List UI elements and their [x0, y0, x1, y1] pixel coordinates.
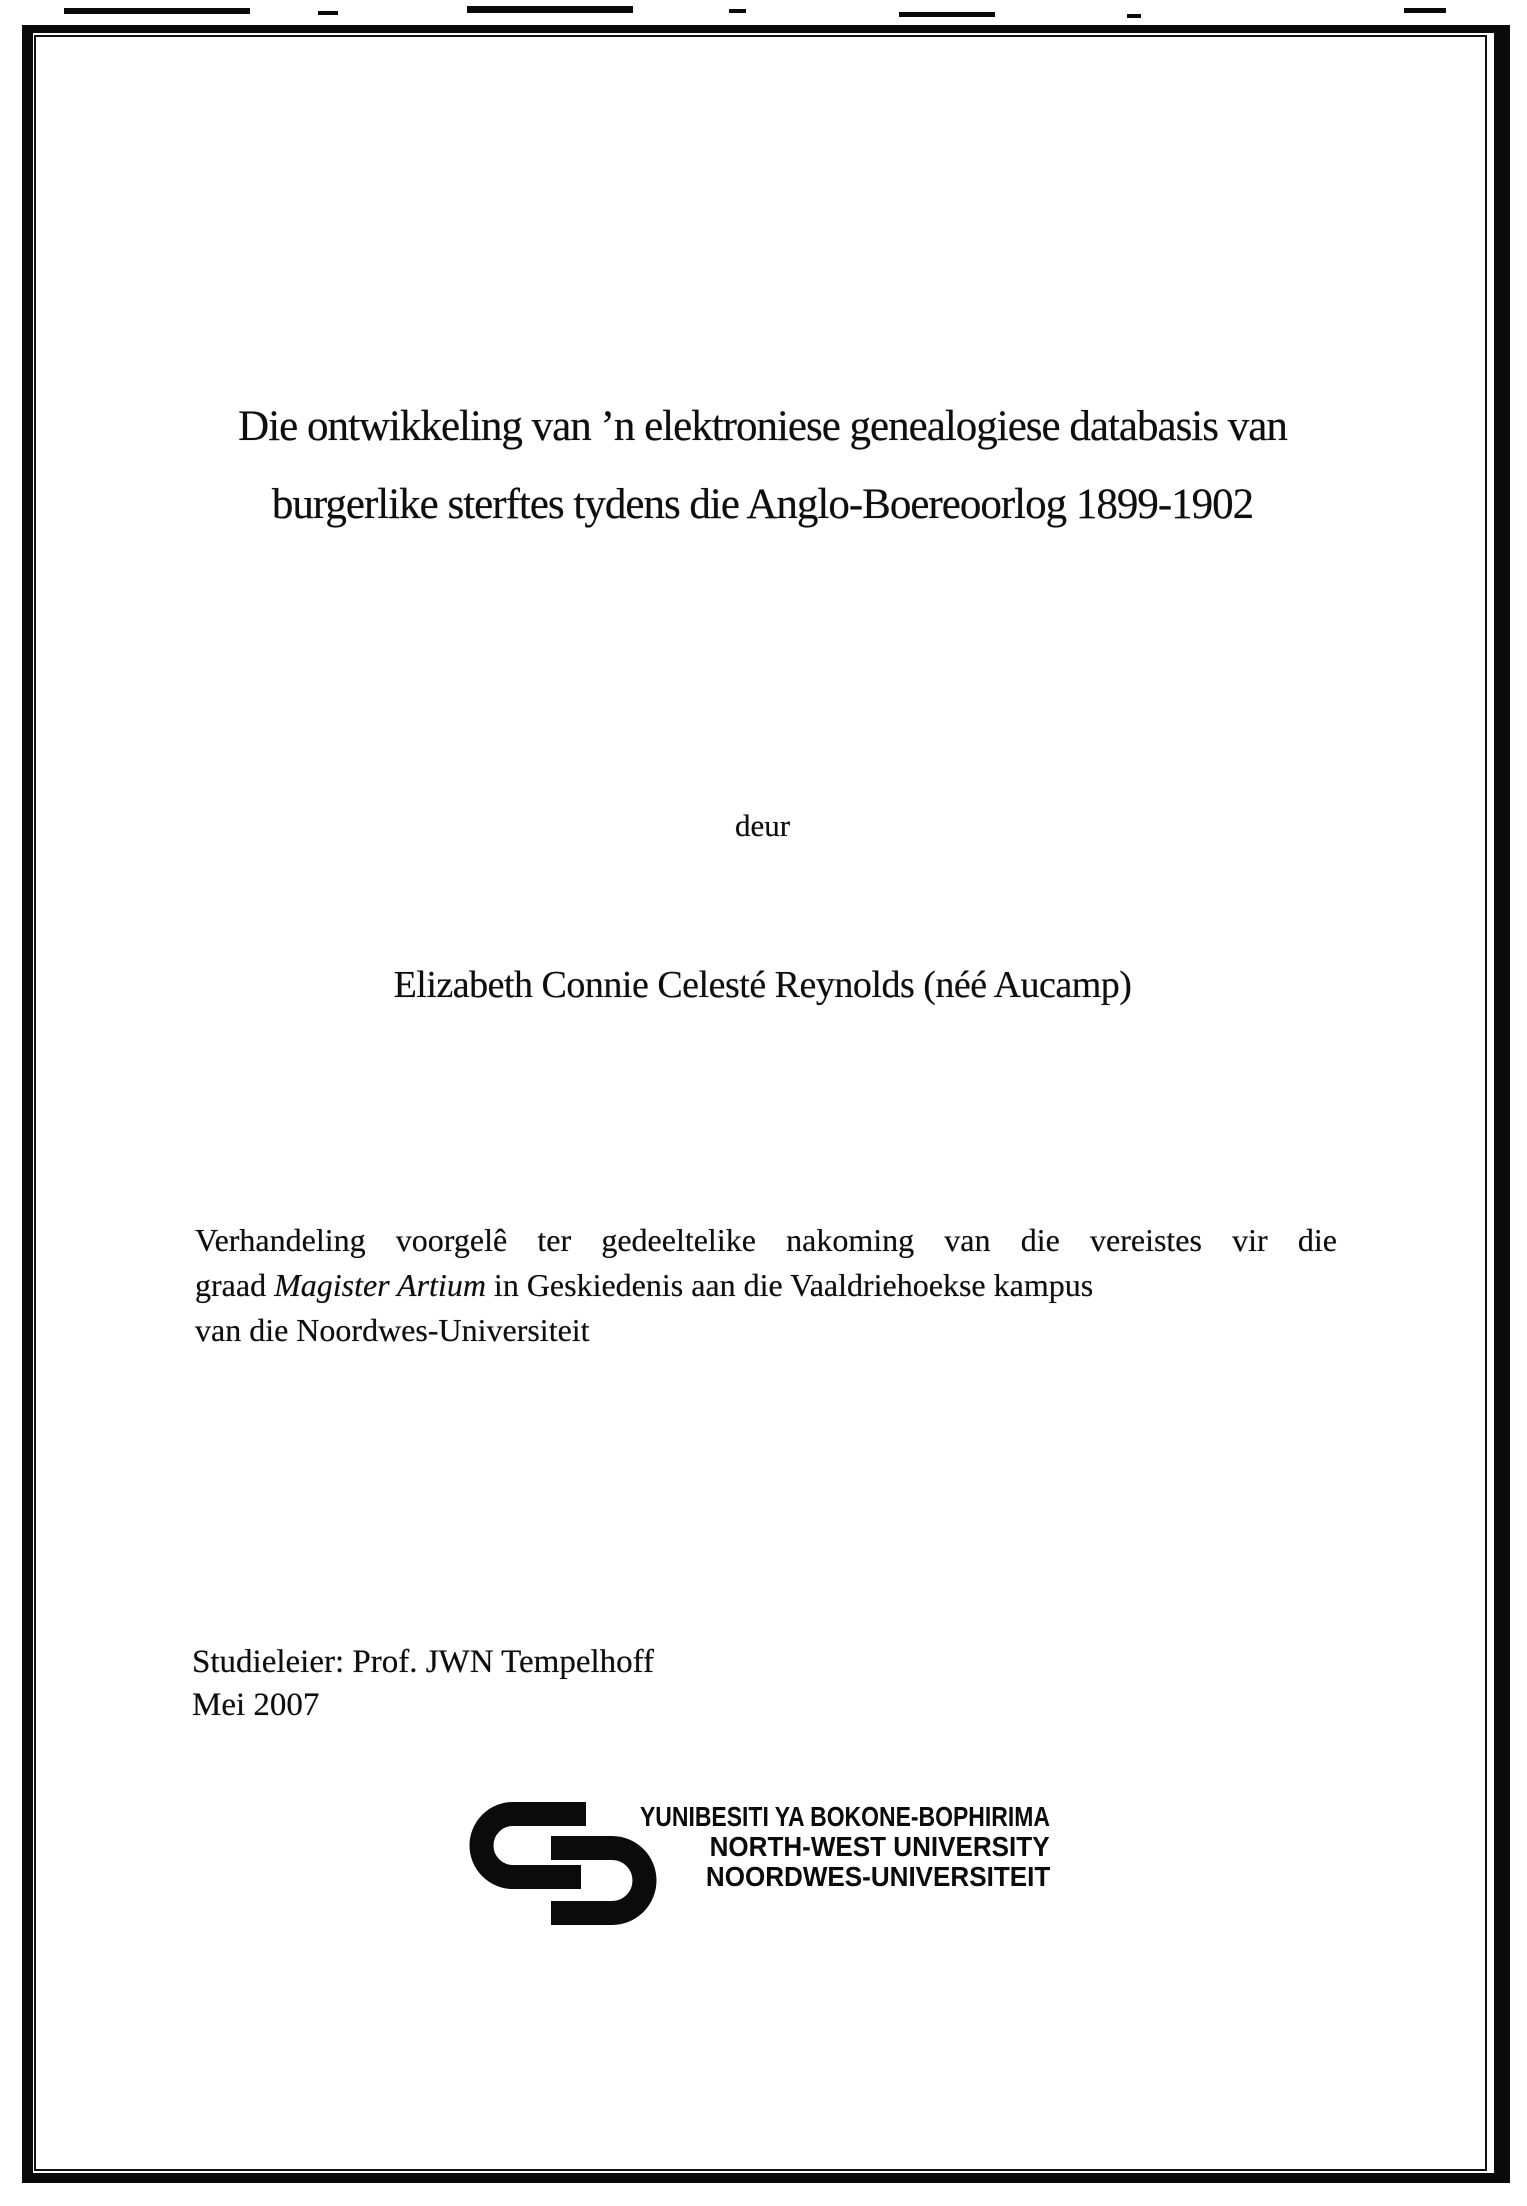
scan-artifact-mark: [729, 9, 746, 13]
thesis-title: [36, 388, 1489, 544]
thesis-title-line1: Die ontwikkeling van ’n elektroniese genealogiese databasis van: [238, 403, 1287, 450]
degree-statement-line2: [195, 1263, 1337, 1308]
author-name: Elizabeth Connie Celesté Reynolds (néé Aucamp): [393, 964, 1132, 1006]
degree-statement: [195, 1218, 1337, 1353]
degree-statement-line3: van die Noordwes-Universiteit: [195, 1312, 590, 1348]
scan-artifact-mark: [318, 11, 338, 15]
degree-statement-line2-post: in Geskiedenis aan die Vaaldriehoekse kampus: [485, 1267, 1094, 1303]
date-line: Mei 2007: [192, 1687, 320, 1723]
degree-title-italic: Magister Artium: [274, 1267, 486, 1303]
scan-artifact-mark: [1127, 14, 1141, 18]
degree-statement-line2-pre: graad: [195, 1267, 275, 1303]
degree-statement-line1: Verhandeling voorgelê ter gedeeltelike nakoming van die vereistes vir die: [195, 1222, 1337, 1258]
university-name-afrikaans: NOORDWES-UNIVERSITEIT: [705, 1861, 1050, 1892]
scan-artifact-mark: [64, 8, 250, 14]
university-wordmark: [550, 1802, 1050, 1892]
university-name-english: NORTH-WEST UNIVERSITY: [710, 1831, 1050, 1862]
supervisor-line: Studieleier: Prof. JWN Tempelhoff: [192, 1644, 655, 1680]
university-name-setswana: YUNIBESITI YA BOKONE-BOPHIRIMA: [640, 1801, 1050, 1832]
byline: deur: [734, 808, 791, 843]
thesis-title-line2: burgerlike sterftes tydens die Anglo-Boereoorlog 1899-1902: [271, 481, 1254, 528]
scan-artifact-mark: [1404, 8, 1446, 13]
scan-artifact-mark: [899, 12, 995, 17]
scan-artifact-mark: [467, 6, 633, 13]
supervisor-block: [192, 1641, 654, 1727]
